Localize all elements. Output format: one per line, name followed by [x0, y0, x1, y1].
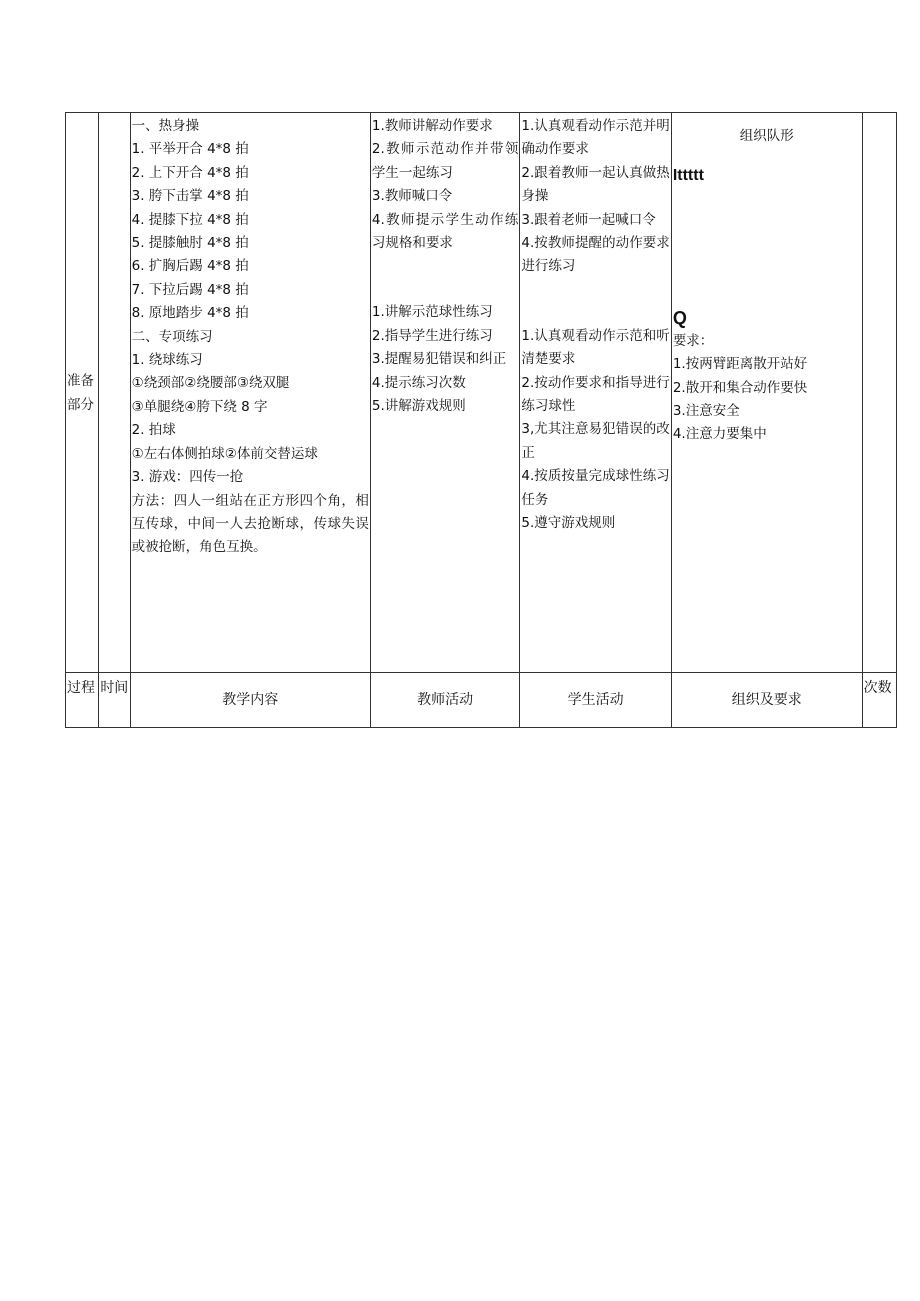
student-item: 2.跟着教师一起认真做热身操: [521, 164, 670, 205]
student-item: 2.按动作要求和指导进行练习球性: [521, 374, 670, 415]
content-line: 2. 拍球: [131, 422, 176, 439]
content-line: 1. 绕球练习: [131, 352, 203, 369]
formation-title: 组织队形: [739, 128, 794, 144]
student-item: 1.认真观看动作示范和听清楚要求: [521, 327, 670, 368]
content-line: ①左右体侧拍球②体前交替运球: [131, 445, 318, 462]
part-label: 准备部分: [67, 373, 94, 413]
preparation-row: [66, 113, 897, 673]
student-activity-cell: [520, 113, 671, 673]
student-item: 4.按教师提醒的动作要求进行练习: [521, 235, 670, 275]
student-item: 1.认真观看动作示范并明确动作要求: [521, 118, 670, 158]
requirement-item: 2.散开和集合动作要快: [672, 379, 808, 396]
header-row: [66, 673, 897, 728]
content-line: 4. 提膝下拉 4*8 拍: [131, 211, 249, 228]
header-student: 学生活动: [520, 673, 671, 728]
teacher-activity-cell: [370, 113, 519, 673]
q-symbol: Q: [672, 307, 687, 328]
teacher-item: 4.提示练习次数: [371, 374, 466, 391]
content-line: 7. 下拉后踢 4*8 拍: [131, 281, 249, 298]
content-line: 一、热身操: [131, 118, 200, 134]
content-line: 6. 扩胸后踢 4*8 拍: [131, 258, 249, 275]
student-item: 3,尤其注意易犯错误的改正: [521, 421, 670, 461]
teacher-item: 3.提醒易犯错误和纠正: [371, 351, 507, 368]
teacher-item: 4.教师提示学生动作练习规格和要求: [371, 211, 519, 252]
teacher-item: 2.指导学生进行练习: [371, 327, 493, 344]
student-item: 3.跟着老师一起喊口令: [521, 211, 656, 228]
content-line: 2. 上下开合 4*8 拍: [131, 164, 249, 181]
header-count: 次数: [862, 673, 896, 728]
header-organization: 组织及要求: [671, 673, 862, 728]
count-cell: [862, 113, 896, 673]
requirement-item: 4.注意力要集中: [672, 426, 767, 443]
header-content: 教学内容: [130, 673, 370, 728]
lesson-plan-table: [65, 112, 897, 728]
teacher-item: 1.讲解示范球性练习: [371, 304, 493, 321]
content-line: ③单腿绕④胯下绕 8 字: [131, 398, 268, 415]
student-item: 4.按质按量完成球性练习任务: [521, 468, 670, 508]
header-process: 过程: [66, 673, 99, 728]
student-item: 5.遵守游戏规则: [521, 515, 616, 532]
teacher-item: 2.教师示范动作并带领学生一起练习: [371, 141, 519, 181]
content-line: 二、专项练习: [131, 328, 213, 345]
teacher-item: 1.教师讲解动作要求: [371, 118, 493, 134]
teacher-item: 5.讲解游戏规则: [371, 398, 466, 415]
organization-cell: [671, 113, 862, 673]
part-label-cell: [66, 113, 99, 673]
header-teacher: 教师活动: [370, 673, 519, 728]
requirements-label: 要求：: [672, 332, 714, 349]
content-line: 8. 原地踏步 4*8 拍: [131, 305, 249, 322]
time-cell: [99, 113, 130, 673]
content-line: 5. 提膝触肘 4*8 拍: [131, 235, 249, 252]
teacher-item: 3.教师喊口令: [371, 188, 453, 205]
content-line: 3. 游戏：四传一抢: [131, 469, 244, 486]
content-cell: [130, 113, 370, 673]
content-line: 1. 平举开合 4*8 拍: [131, 141, 249, 158]
game-method: 方法：四人一组站在正方形四个角，相互传球，中间一人去抢断球，传球失误或被抢断，角色互换。: [131, 492, 369, 556]
header-time: 时间: [99, 673, 130, 728]
content-line: ①绕颈部②绕腰部③绕双腿: [131, 375, 290, 392]
requirement-item: 1.按两臂距离散开站好: [672, 356, 808, 373]
formation-diagram: Ittttt: [672, 167, 704, 185]
content-line: 3. 胯下击掌 4*8 拍: [131, 188, 249, 205]
requirement-item: 3.注意安全: [672, 403, 740, 420]
